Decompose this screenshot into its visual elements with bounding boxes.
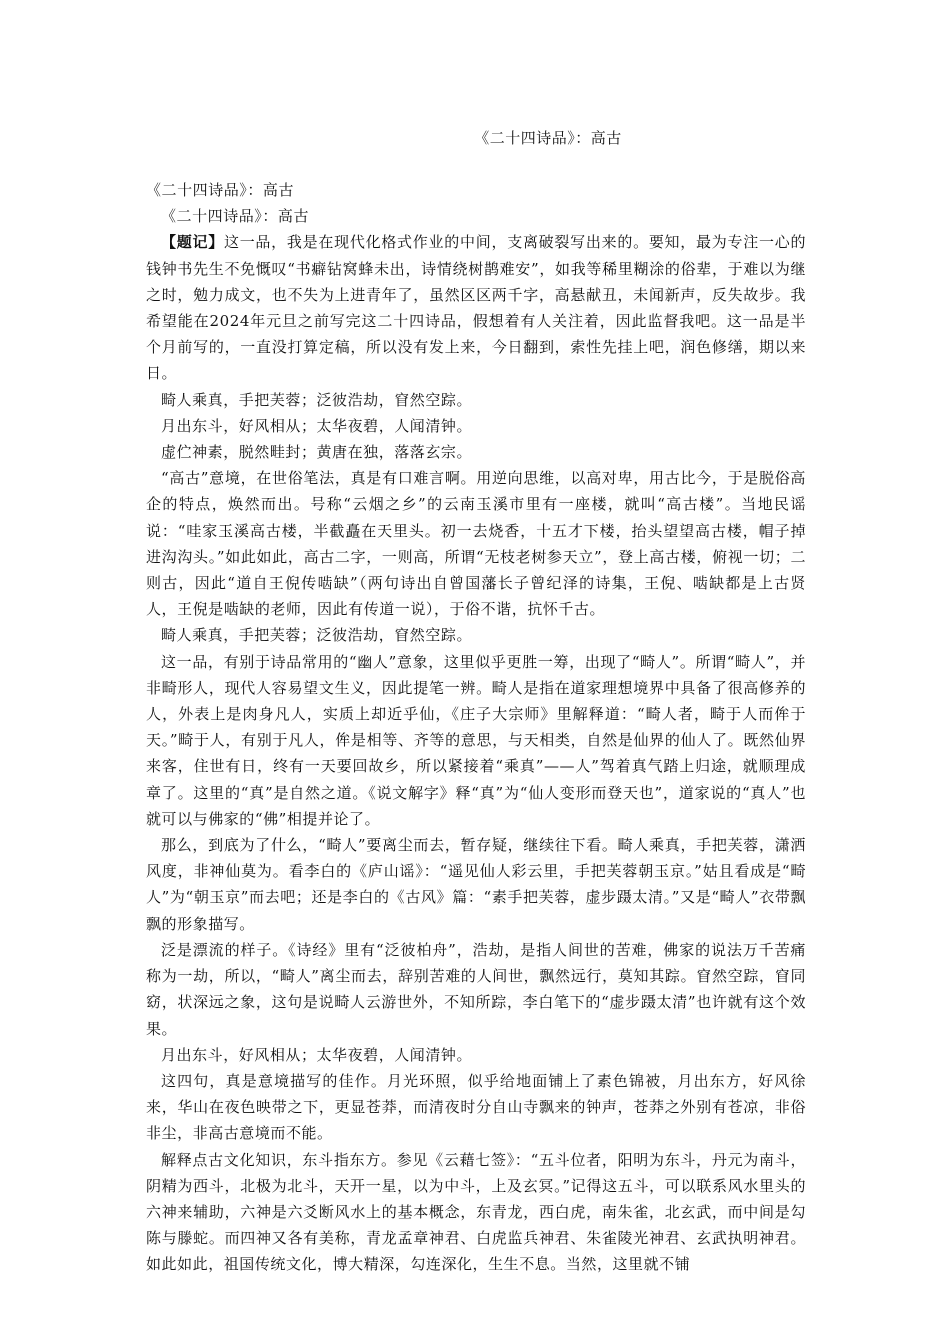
poem-line-2: 月出东斗，好风相从；太华夜碧，人闻清钟。	[161, 416, 473, 435]
preface-text: 这一品，我是在现代化格式作业的中间，支离破裂写出来的。要知，最为专注一心的钱钟书先生不免慨叹“书癖钻窝蜂未出，诗情绕树鹊难安”，如我等稀里糊涂的俗辈，于难以为继之时，勉力成文，也不失为上进青年了，虽然区区两千字，高悬献丑，未闻新声，反失故步。我希望能在2024年元旦之前写完这二十四诗品，假想着有人关注着，因此监督我吧。这一品是半个月前写的，一直没打算定稿，所以没有发上来，今日翻到，索性先挂上吧，润色修缮，期以来日。	[146, 233, 807, 383]
poem-line-1: 畸人乘真，手把芙蓉；泛彼浩劫，窅然空踪。	[161, 390, 473, 409]
poem-quote: 畸人乘真，手把芙蓉；泛彼浩劫，窅然空踪。	[161, 626, 473, 645]
paragraph-subheader: 《二十四诗品》：高古	[161, 207, 310, 226]
document-body	[146, 177, 806, 1278]
paragraph: 那么，到底为了什么，“畸人”要离尘而去，暂存疑，继续往下看。畸人乘真，手把芙蓉，潇洒风度，非神仙莫为。看李白的《庐山谣》：“遥见仙人彩云里，手把芙蓉朝玉京。”姑且看成是“畸人”为“朝玉京”而去吧；还是李白的《古风》篇：“素手把芙蓉，虚步蹑太清。”又是“畸人”衣带飘飘的形象描写。	[146, 836, 806, 933]
paragraph: “高古”意境，在世俗笔法，真是有口难言啊。用逆向思维，以高对卑，用古比今，于是脱俗高企的特点，焕然而出。号称“云烟之乡”的云南玉溪市里有一座楼，就叫“高古楼”。当地民谣说：“哇家玉溪高古楼，半截矗在天里头。初一去烧香，十五才下楼，抬头望望高古楼，帽子掉进沟沟头。”如此如此，高古二字，一则高，所谓“无枝老树参天立”，登上高古楼，俯视一切；二则古，因此“道自王倪传啮缺”（两句诗出自曾国藩长子曾纪泽的诗集，王倪、啮缺都是上古贤人，王倪是啮缺的老师，因此有传道一说），于俗不谐，抗怀千古。	[146, 469, 806, 619]
paragraph: 泛是漂流的样子。《诗经》里有“泛彼柏舟”，浩劫，是指人间世的苦难，佛家的说法万千苦痛称为一劫，所以，“畸人”离尘而去，辞别苦难的人间世，飘然远行，莫知其踪。窅然空踪，窅同窈，状深远之象，这句是说畸人云游世外，不知所踪，李白笔下的“虚步蹑太清”也许就有这个效果。	[146, 940, 806, 1038]
paragraph: 这四句，真是意境描写的佳作。月光环照，似乎给地面铺上了素色锦被，月出东方，好风徐来，华山在夜色映带之下，更显苍莽，而清夜时分自山寺飘来的钟声，苍莽之外别有苍凉，非俗非尘，非高古意境而不能。	[146, 1071, 806, 1143]
poem-quote: 月出东斗，好风相从；太华夜碧，人闻清钟。	[161, 1045, 473, 1064]
preface-lead: 【题记】	[161, 233, 224, 252]
paragraph-header: 《二十四诗品》：高古	[146, 181, 295, 199]
poem-line-3: 虚伫神素，脱然畦封；黄唐在独，落落玄宗。	[161, 443, 473, 462]
document-title: 《二十四诗品》：高古	[474, 129, 622, 147]
paragraph: 解释点古文化知识，东斗指东方。参见《云藉七签》：“五斗位者，阳明为东斗，丹元为南斗，阴精为西斗，北极为北斗，天开一星，以为中斗，上及玄冥。”记得这五斗，可以联系风水里头的六神来辅助，六神是六爻断风水上的基本概念，东青龙，西白虎，南朱雀，北玄武，而中间是勾陈与滕蛇。而四神又各有美称，青龙孟章神君、白虎监兵神君、朱雀陵光神君、玄武执明神君。如此如此，祖国传统文化，博大精深，勾连深化，生生不息。当然，这里就不铺	[146, 1150, 806, 1274]
paragraph-preface	[146, 229, 806, 386]
paragraph: 这一品，有别于诗品常用的“幽人”意象，这里似乎更胜一筹，出现了“畸人”。所谓“畸人”，并非畸形人，现代人容易望文生义，因此提笔一辨。畸人是指在道家理想境界中具备了很高修养的人，外表上是肉身凡人，实质上却近乎仙，《庄子大宗师》里解释道：“畸人者，畸于人而侔于天。”畸于人，有别于凡人，侔是相等、齐等的意思，与天相类，自然是仙界的仙人了。既然仙界来客，住世有日，终有一天要回故乡，所以紧接着“乘真”——人”驾着真气踏上归途，就顺理成章了。这里的“真”是自然之道。《说文解字》释“真”为“仙人变形而登天也”，道家说的“真人”也就可以与佛家的“佛”相提并论了。	[146, 652, 806, 828]
